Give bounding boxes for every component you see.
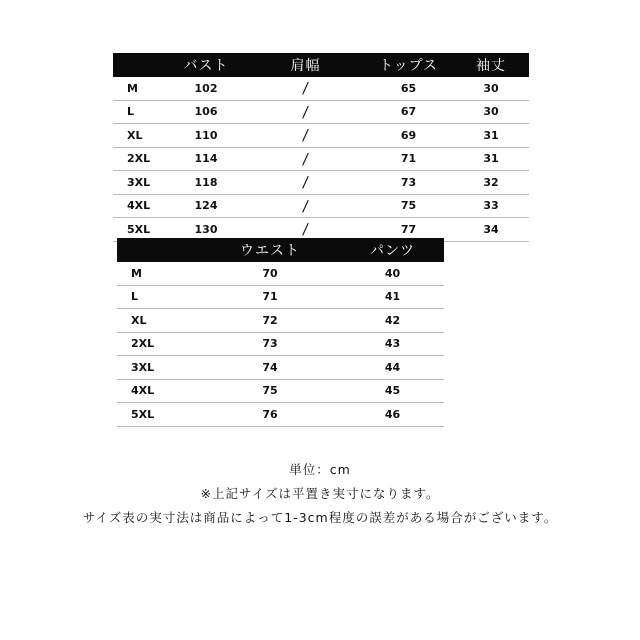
length-cell: 77 [364,218,453,242]
tops-header-row [113,53,529,77]
tops-header-sleeve: 袖丈 [453,53,529,77]
table-row [117,332,444,356]
size-cell: XL [117,309,199,333]
waist-cell: 73 [199,332,341,356]
size-cell: 3XL [113,171,165,195]
waist-cell: 76 [199,403,341,427]
sleeve-cell: 31 [453,124,529,148]
shoulder-cell: / [247,147,364,171]
table-row [113,100,529,124]
sleeve-cell: 30 [453,100,529,124]
tops-header-size [113,53,165,77]
sleeve-cell: 30 [453,77,529,100]
size-cell: 5XL [113,218,165,242]
size-cell: 3XL [117,356,199,380]
pants-cell: 42 [341,309,444,333]
length-cell: 67 [364,100,453,124]
tops-header-shoulder: 肩幅 [247,53,364,77]
pants-cell: 41 [341,285,444,309]
size-cell: M [117,262,199,285]
measurement-note: ※上記サイズは平置き実寸になります。 [200,486,440,501]
bust-cell: 106 [165,100,247,124]
shoulder-cell: / [247,100,364,124]
table-row [117,356,444,380]
waist-cell: 72 [199,309,341,333]
size-cell: 5XL [117,403,199,427]
bust-cell: 118 [165,171,247,195]
table-row [113,194,529,218]
table-row [113,147,529,171]
length-cell: 73 [364,171,453,195]
table-row [113,77,529,100]
size-cell: 2XL [117,332,199,356]
bust-cell: 110 [165,124,247,148]
waist-cell: 71 [199,285,341,309]
bust-cell: 114 [165,147,247,171]
sleeve-cell: 32 [453,171,529,195]
shoulder-cell: / [247,218,364,242]
bust-cell: 102 [165,77,247,100]
shoulder-cell: / [247,194,364,218]
pants-cell: 40 [341,262,444,285]
length-cell: 69 [364,124,453,148]
shoulder-cell: / [247,124,364,148]
size-cell: 4XL [113,194,165,218]
unit-note: 単位：cm [289,462,351,477]
sleeve-cell: 31 [453,147,529,171]
size-cell: XL [113,124,165,148]
shoulder-cell: / [247,77,364,100]
length-cell: 71 [364,147,453,171]
size-cell: 2XL [113,147,165,171]
table-row [117,309,444,333]
length-cell: 65 [364,77,453,100]
waist-cell: 74 [199,356,341,380]
bottoms-header-size [117,238,199,262]
length-cell: 75 [364,194,453,218]
table-row [113,124,529,148]
table-row [117,262,444,285]
notes-block [0,460,640,532]
waist-cell: 75 [199,379,341,403]
tops-header-length: トップス [364,53,453,77]
pants-cell: 46 [341,403,444,427]
sleeve-cell: 33 [453,194,529,218]
tolerance-note: サイズ表の実寸法は商品によって1-3cm程度の誤差がある場合がございます。 [82,510,558,525]
size-cell: L [117,285,199,309]
pants-cell: 43 [341,332,444,356]
size-cell: 4XL [117,379,199,403]
bust-cell: 130 [165,218,247,242]
size-table-tops [113,53,529,242]
size-cell: M [113,77,165,100]
size-table-bottoms [117,238,444,427]
bottoms-header-row [117,238,444,262]
bottoms-header-waist: ウエスト [199,238,341,262]
table-row [117,379,444,403]
table-row [117,285,444,309]
sleeve-cell: 34 [453,218,529,242]
pants-cell: 45 [341,379,444,403]
shoulder-cell: / [247,171,364,195]
table-row [117,403,444,427]
waist-cell: 70 [199,262,341,285]
bottoms-header-pants: パンツ [341,238,444,262]
table-row [113,171,529,195]
tops-header-bust: バスト [165,53,247,77]
bust-cell: 124 [165,194,247,218]
pants-cell: 44 [341,356,444,380]
size-cell: L [113,100,165,124]
